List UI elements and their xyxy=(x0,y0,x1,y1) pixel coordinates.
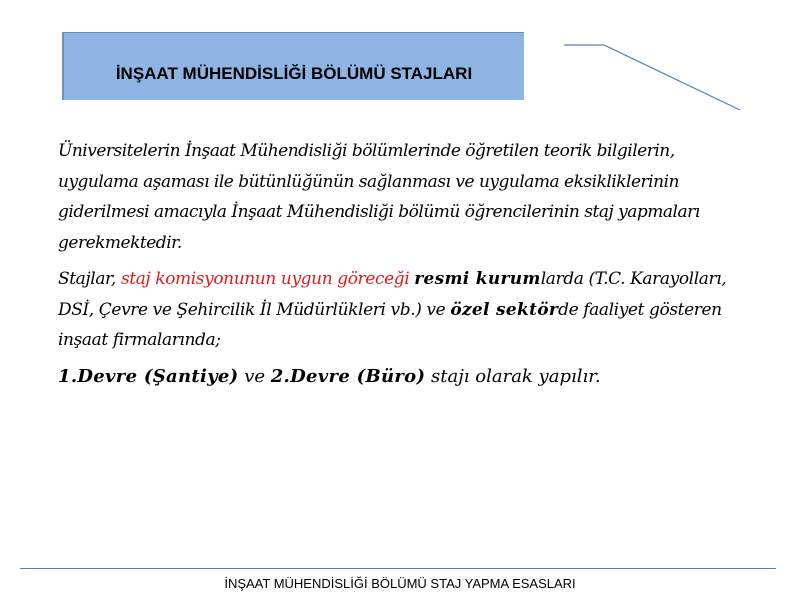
p3-text-2: stajı olarak yapılır. xyxy=(425,365,601,387)
paragraph-internship-places xyxy=(58,264,758,356)
p2-highlight-commission: staj komisyonunun uygun göreceği xyxy=(120,269,410,289)
slide-body xyxy=(58,136,758,392)
p2-text-1: Stajlar, xyxy=(58,269,121,289)
p2-bold-official-institution: resmi kurum xyxy=(414,269,541,289)
p2-bold-private-sector: özel sektör xyxy=(450,299,559,320)
footer-divider xyxy=(20,568,776,569)
p2-text-4: de faaliyet gösteren inşaat firmalarında; xyxy=(58,299,722,350)
decorative-line xyxy=(560,40,750,120)
paragraph-intro: Üniversitelerin İnşaat Mühendisliği bölümlerinde öğretilen teorik bilgilerin, uygulama aşaması ile bütünlüğünün sağlanması ve uygulama eksikliklerinin giderilmesi amacıyla İnşaat Mühendisliği bölümü öğrencilerinin staj yapmaları gerekmektedir. xyxy=(58,141,700,253)
p2-text-3: larda (T.C. Karayolları, DSİ, Çevre ve Şehircilik İl Müdürlükleri vb.) ve xyxy=(58,269,727,320)
footer-title: İNŞAAT MÜHENDİSLİĞİ BÖLÜMÜ STAJ YAPMA ESASLARI xyxy=(224,576,576,591)
slide-title: İNŞAAT MÜHENDİSLİĞİ BÖLÜMÜ STAJLARI xyxy=(115,64,473,83)
p3-bold-period-1: 1.Devre (Şantiye) xyxy=(58,365,239,387)
p3-bold-period-2: 2.Devre (Büro) xyxy=(270,365,426,387)
p3-text-1: ve xyxy=(238,365,271,387)
paragraph-periods xyxy=(58,362,758,393)
title-box xyxy=(62,32,524,100)
